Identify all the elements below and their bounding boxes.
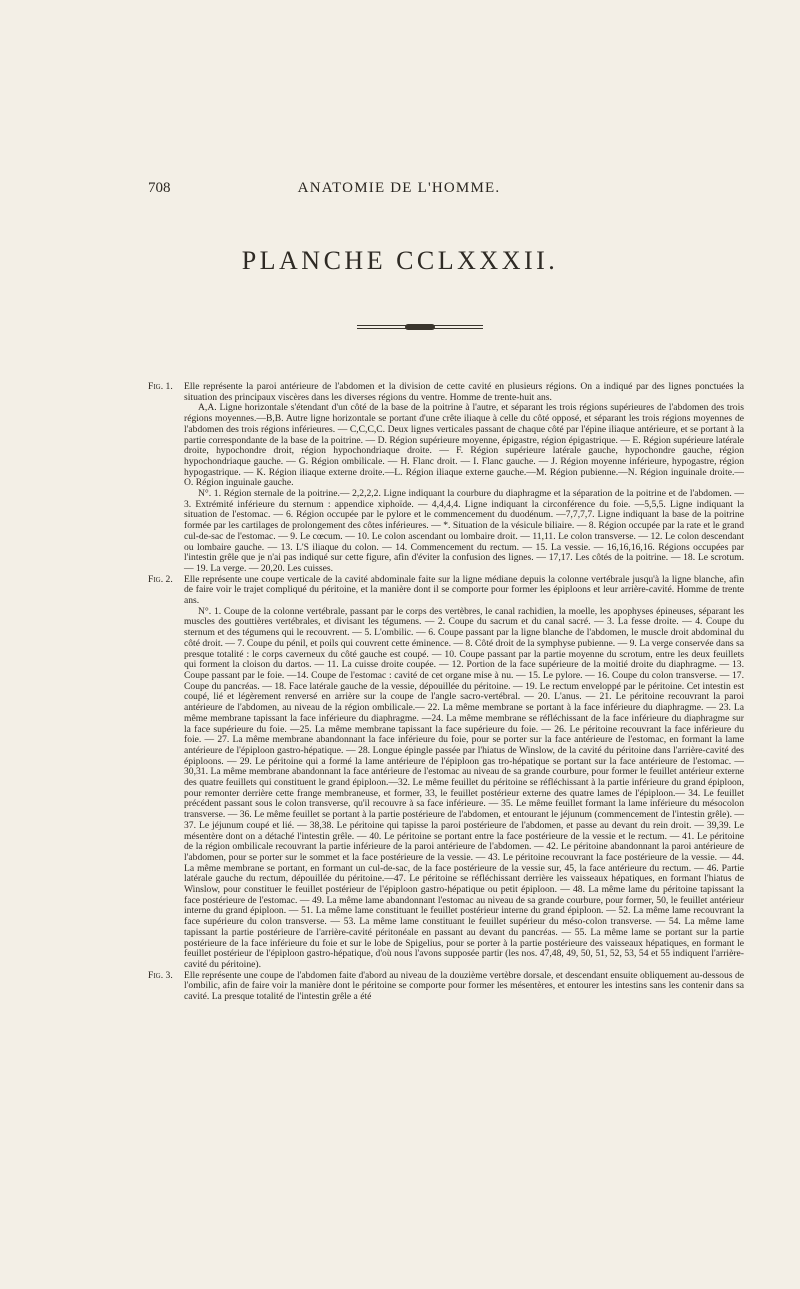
figure-intro: Elle représente une coupe de l'abdomen faite d'abord au niveau de la douzième vertèbre dorsale, et descendant ensuite obliquement au-dessous de l'ombilic, afin de faire voir la manière dont le péritoine se comporte pour former les mésentères, et entourer les intestins sans les contenir dans sa cavité. La presque totalité de l'intestin grêle a été bbox=[184, 969, 744, 1003]
figure-label: Fig. 2. bbox=[148, 573, 173, 585]
plate-title: PLANCHE CCLXXXII. bbox=[241, 246, 559, 275]
figure-1-description bbox=[148, 382, 744, 575]
figure-descriptions bbox=[148, 382, 744, 1003]
figure-legend-letters: A,A. Ligne horizontale s'étendant d'un côté de la base de la poitrine à l'autre, et séparant les trois régions supérieures de l'abdomen des trois régions moyennes.—B,B. Autre ligne horizontale se portant d'une crête iliaque à celle du côté opposé, et séparant les trois régions moyennes de l'abdomen des trois régions inférieures. — C,C,C,C. Deux lignes verticales passant de chaque côté par l'épine iliaque antérieure, et se portant à la partie correspondante de la base de la poitrine. — D. Région supérieure moyenne, épigastre, région épigastrique. — E. Région supérieure latérale droite, hypochondre droit, région hypochondriaque droite. — F. Région supérieure latérale gauche, hypochondre gauche, région hypochondriaque gauche. — G. Région ombilicale. — H. Flanc droit. — I. Flanc gauche. — J. Région moyenne inférieure, hypogastre, région hypogastrique. — K. Région iliaque externe droite.—L. Région iliaque externe gauche.—M. Région pubienne.—N. Région inguinale droite.— O. Région inguinale gauche. bbox=[184, 402, 744, 489]
figure-intro: Elle représente une coupe verticale de la cavité abdominale faite sur la ligne médiane depuis la colonne vertébrale jusqu'à la ligne blanche, afin de faire voir le trajet compliqué du péritoine, et la manière dont il se comporte pour former les épiploons et leur arrière-cavité. Homme de trente ans. bbox=[184, 573, 744, 607]
running-title: ANATOMIE DE L'HOMME. bbox=[297, 180, 501, 196]
running-head bbox=[148, 180, 650, 202]
page-number: 708 bbox=[148, 180, 171, 196]
figure-legend-numbers: N°. 1. Région sternale de la poitrine.— 2,2,2,2. Ligne indiquant la courbure du diaphragme et la séparation de la poitrine et de l'abdomen. — 3. Extrémité inférieure du sternum : appendice xiphoïde. — 4,4,4,4. Ligne indiquant la circonférence du foie. —5,5,5. Ligne indiquant la situation de l'estomac. — 6. Région occupée par le pylore et le commencement du duodénum. —7,7,7,7. Ligne indiquant la base de la poitrine formée par les cartilages de prolongement des côtes inférieures. — *. Situation de la vésicule biliaire. — 8. Région occupée par la rate et le grand cul-de-sac de l'estomac. — 9. Le cœcum. — 10. Le colon ascendant ou lombaire droit. — 11,11. Le colon transverse. — 12. Le colon descendant ou lombaire gauche. — 13. L'S iliaque du colon. — 14. Commencement du rectum. — 15. La vessie. — 16,16,16,16. Régions occupées par l'intestin grêle que je n'ai pas indiqué sur cette figure, afin d'éviter la confusion des lignes. — 17,17. Les côtés de la poitrine. — 18. Le scrotum. — 19. La verge. — 20,20. Les cuisses. bbox=[184, 488, 744, 574]
figure-label: Fig. 3. bbox=[148, 969, 173, 981]
rule-ornament bbox=[405, 324, 435, 330]
figure-legend-numbers: N°. 1. Coupe de la colonne vertébrale, passant par le corps des vertèbres, le canal rachidien, la moelle, les apophyses épineuses, séparant les muscles des gouttières vertébrales, et divisant les tégumens. — 2. Coupe du sacrum et du canal sacré. — 3. La fesse droite. — 4. Coupe du sternum et des tégumens qui le recouvrent. — 5. L'ombilic. — 6. Coupe passant par la ligne blanche de l'abdomen, le muscle droit abdominal du côté droit. — 7. Coupe du pénil, et poils qui couvrent cette éminence. — 8. Côté droit de la symphyse pubienne. — 9. La verge conservée dans sa presque totalité : le corps caverneux du côté gauche est coupé. — 10. Coupe passant par la partie moyenne du scrotum, entre les deux feuillets qui forment la cloison du dartos. — 11. La cuisse droite coupée. — 12. Portion de la face supérieure de la moitié droite du diaphragme. — 13. Coupe passant par le foie. —14. Coupe de l'estomac : cavité de cet organe mise à nu. — 15. Le pylore. — 16. Coupe du colon transverse. — 17. Coupe du pancréas. — 18. Face latérale gauche de la vessie, dépouillée du péritoine. — 19. Le rectum enveloppé par le péritoine. Cet intestin est coupé, lié et légèrement renversé en arrière sur la coupe de l'angle sacro-vertébral. — 20. L'anus. — 21. Le péritoine recouvrant la paroi antérieure de l'abdomen, au niveau de la région ombilicale.— 22. La même membrane se portant à la face inférieure du diaphragme. — 23. La même membrane tapissant la face inférieure du diaphragme. —24. La même membrane se réfléchissant de la face inférieure du diaphragme sur la face supérieure du foie. —25. La même membrane tapissant la face supérieure du foie. — 26. Le péritoine recouvrant la face inférieure du foie. — 27. La même membrane abandonnant la face inférieure du foie, pour se porter sur la face antérieure de l'estomac, en formant la lame antérieure de l'épiploon gastro-hépatique. — 28. Longue épingle passée par l'hiatus de Winslow, de la cavité du péritoine dans l'arrière-cavité des épiploons. — 29. Le péritoine qui a formé la lame antérieure de l'épiploon gas tro-hépatique se portant sur la face antérieure de l'estomac. — 30,31. La même membrane abandonnant la face antérieure de l'estomac au niveau de sa grande courbure, pour former le feuillet antérieur externe des quatre feuillets qui constituent le grand épiploon.—32. Le même feuillet du péritoine se réfléchissant à la partie inférieure du grand épiploon, pour remonter derrière cette frange membraneuse, et former, 33, le feuillet postérieur externe des quatre lames de l'épiploon.— 34. Le feuillet précédent passant sous le colon transverse, qu'il recouvre à sa face inférieure. — 35. Le même feuillet formant la lame inférieure du mésocolon transverse. — 36. Le même feuillet se portant à la partie postérieure de l'abdomen, et entourant le jéjunum (commencement de l'intestin grêle). — 37. Le jéjunum coupé et lié. — 38,38. Le péritoine qui tapisse la paroi postérieure de l'abdomen, et passe au devant du rein droit. — 39,39. Le mésentère dont on a détaché l'intestin grêle. — 40. Le péritoine se portant entre la face postérieure de la vessie et le rectum. — 41. Le péritoine de la région ombilicale recouvrant la partie inférieure de la paroi antérieure de l'abdomen. — 42. Le péritoine abandonnant la paroi antérieure de l'abdomen, pour se porter sur le sommet et la face postérieure de la vessie. — 43. Le péritoine recouvrant la face postérieure de la vessie. — 44. La même membrane se portant, en formant un cul-de-sac, de la face postérieure de la vessie sur, 45, la face antérieure du rectum. — 46. Partie latérale gauche du rectum, dépouillée du péritoine.—47. Le péritoine se réfléchissant derrière les vaisseaux hépatiques, en formant l'hiatus de Winslow, pour constituer le feuillet postérieur de l'épiploon gastro-hépatique ou petit épiploon. — 48. La même lame du péritoine tapissant la face postérieure de l'estomac. — 49. La même lame abandonnant l'estomac au niveau de sa grande courbure, pour former, 50, le feuillet antérieur interne du grand épiploon. — 51. La même lame constituant le feuillet postérieur interne du grand épiploon. — 52. La même lame recouvrant la face supérieure du colon transverse. — 53. La même lame constituant le feuillet supérieur du méso-colon transverse. — 54. La même lame tapissant la partie postérieure de l'arrière-cavité péritonéale en passant au devant du pancréas. — 55. La même lame se portant sur la partie postérieure de la face inférieure du foie et sur le lobe de Spigelius, pour se porter à la partie postérieure des vaisseaux hépatiques, en formant le feuillet postérieur de l'épiploon gastro-hépatique, d'où nous l'avons supposée partir (les nos. 47,48, 49, 50, 51, 52, 53, 54 et 55 indiquent l'arrière-cavité du péritoine). bbox=[184, 605, 744, 970]
figure-intro: Elle représente la paroi antérieure de l'abdomen et la division de cette cavité en plusieurs régions. On a indiqué par des lignes ponctuées la situation des principaux viscères dans les diverses régions du ventre. Homme de trente-huit ans. bbox=[184, 381, 744, 403]
figure-2-description bbox=[148, 575, 744, 971]
figure-3-description bbox=[148, 971, 744, 1003]
ornamental-rule bbox=[357, 324, 483, 330]
figure-label: Fig. 1. bbox=[148, 381, 173, 392]
